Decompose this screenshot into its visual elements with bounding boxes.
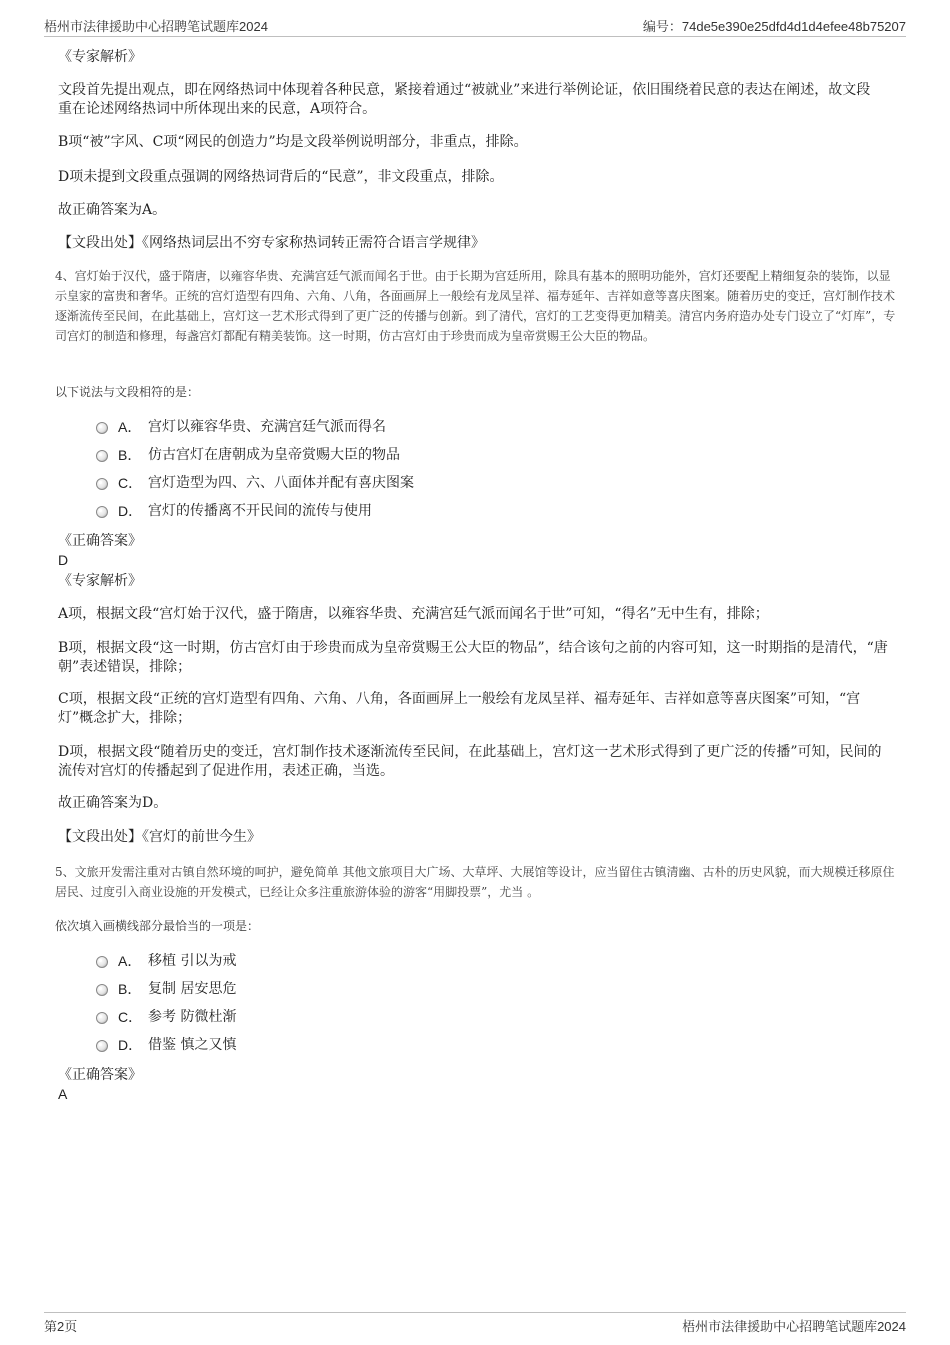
q3-analysis-title: 《专家解析》 xyxy=(58,49,142,65)
q5-option-a[interactable] xyxy=(96,950,796,972)
q3-conclusion: 故正确答案为A。 xyxy=(58,202,167,218)
option-text: 复制 居安思危 xyxy=(148,981,237,997)
q3-source: 【文段出处】《网络热词层出不穷专家称热词转正需符合语言学规律》 xyxy=(58,235,485,251)
q4-stem: 4、宫灯始于汉代，盛于隋唐，以雍容华贵、充满宫廷气派而闻名于世。由于长期为宫廷所用，除具有基本的照明功能外，宫灯还要配上精细复杂的装饰，以显示皇家的富贵和奢华。正统的宫灯造型有四角、六角、八角，各面画屏上一般绘有龙凤呈祥、福寿延年、吉祥如意等喜庆图案。随着历史的变迁，宫灯制作技术逐渐流传至民间，在此基础上，宫灯这一艺术形式得到了更广泛的传播与创新。到了清代，宫灯的工艺变得更加精美。清宫内务府造办处专门设立了“灯库”，专司宫灯的制造和修理，每盏宫灯都配有精美装饰。这一时期，仿古宫灯由于珍贵而成为皇帝赏赐王公大臣的物品。 xyxy=(55,269,896,343)
q3-analysis-p3: D项未提到文段重点强调的网络热词背后的“民意”，非文段重点，排除。 xyxy=(58,169,504,185)
page-header xyxy=(44,14,906,37)
option-letter: B． xyxy=(118,981,142,997)
q4-option-d[interactable] xyxy=(96,500,796,522)
q5-answer: A xyxy=(58,1086,68,1102)
q5-option-b[interactable] xyxy=(96,978,796,1000)
option-letter: B． xyxy=(118,447,142,463)
q4-option-c[interactable] xyxy=(96,472,796,494)
radio-icon[interactable] xyxy=(96,1012,108,1024)
option-text: 借鉴 慎之又慎 xyxy=(148,1037,237,1053)
q4-source: 【文段出处】《宫灯的前世今生》 xyxy=(58,829,261,845)
option-text: 仿古宫灯在唐朝成为皇帝赏赐大臣的物品 xyxy=(148,447,400,463)
footer-title: 梧州市法律援助中心招聘笔试题库2024 xyxy=(682,1319,906,1334)
q5-answer-title: 《正确答案》 xyxy=(58,1067,142,1083)
radio-icon[interactable] xyxy=(96,984,108,996)
option-text: 宫灯造型为四、六、八面体并配有喜庆图案 xyxy=(148,475,414,491)
q4-option-b[interactable] xyxy=(96,444,796,466)
option-letter: A． xyxy=(118,419,142,435)
header-title: 梧州市法律援助中心招聘笔试题库2024 xyxy=(44,19,268,34)
q3-analysis-p1: 文段首先提出观点，即在网络热词中体现着各种民意，紧接着通过“被就业”来进行举例论证，依旧围绕着民意的表达在阐述，故文段重在论述网络热词中所体现出来的民意，A项符合。 xyxy=(58,82,871,117)
radio-icon[interactable] xyxy=(96,450,108,462)
q4-analysis-d: D项，根据文段“随着历史的变迁，宫灯制作技术逐渐流传至民间，在此基础上，宫灯这一艺术形式得到了更广泛的传播”可知，民间的流传对宫灯的传播起到了促进作用，表述正确，当选。 xyxy=(58,744,882,779)
option-letter: D． xyxy=(118,503,143,519)
option-text: 宫灯的传播离不开民间的流传与使用 xyxy=(148,503,372,519)
q3-analysis-p2: B项“被”字风、C项“网民的创造力”均是文段举例说明部分，非重点，排除。 xyxy=(58,134,528,150)
page-number: 第2页 xyxy=(44,1319,78,1334)
q4-analysis-a: A项，根据文段“宫灯始于汉代，盛于隋唐，以雍容华贵、充满宫廷气派而闻名于世”可知，“得名”无中生有，排除； xyxy=(58,606,769,622)
radio-icon[interactable] xyxy=(96,956,108,968)
radio-icon[interactable] xyxy=(96,478,108,490)
q4-option-a[interactable] xyxy=(96,416,796,438)
page-footer xyxy=(44,1312,906,1335)
option-letter: C． xyxy=(118,1009,143,1025)
q4-analysis-c: C项，根据文段“正统的宫灯造型有四角、六角、八角，各面画屏上一般绘有龙凤呈祥、福寿延年、吉祥如意等喜庆图案”可知，“宫灯”概念扩大，排除； xyxy=(58,691,861,726)
q4-analysis-title: 《专家解析》 xyxy=(58,573,142,589)
option-letter: A． xyxy=(118,953,142,969)
option-letter: C． xyxy=(118,475,143,491)
radio-icon[interactable] xyxy=(96,506,108,518)
q4-answer: D xyxy=(58,552,69,568)
option-text: 移植 引以为戒 xyxy=(148,953,237,969)
q5-option-d[interactable] xyxy=(96,1034,796,1056)
option-text: 宫灯以雍容华贵、充满宫廷气派而得名 xyxy=(148,419,386,435)
q4-answer-title: 《正确答案》 xyxy=(58,533,142,549)
q5-option-c[interactable] xyxy=(96,1006,796,1028)
option-text: 参考 防微杜渐 xyxy=(148,1009,237,1025)
header-code: 编号：74de5e390e25dfd4d1d4efee48b75207 xyxy=(642,19,906,34)
option-letter: D． xyxy=(118,1037,143,1053)
q4-question: 以下说法与文段相符的是： xyxy=(55,385,200,399)
radio-icon[interactable] xyxy=(96,422,108,434)
q5-question: 依次填入画横线部分最恰当的一项是： xyxy=(55,919,260,933)
q4-analysis-b: B项，根据文段“这一时期，仿古宫灯由于珍贵而成为皇帝赏赐王公大臣的物品”，结合该句之前的内容可知，这一时期指的是清代，“唐朝”表述错误，排除； xyxy=(58,640,888,675)
q5-stem: 5、文旅开发需注重对古镇自然环境的呵护，避免简单 其他文旅项目大广场、大草坪、大展馆等设计，应当留住古镇清幽、古朴的历史风貌，而大规模迁移原住居民、过度引入商业设施的开发模式，已经让众多注重旅游体验的游客“用脚投票”，尤当 。 xyxy=(55,865,895,899)
radio-icon[interactable] xyxy=(96,1040,108,1052)
q4-conclusion: 故正确答案为D。 xyxy=(58,795,168,811)
